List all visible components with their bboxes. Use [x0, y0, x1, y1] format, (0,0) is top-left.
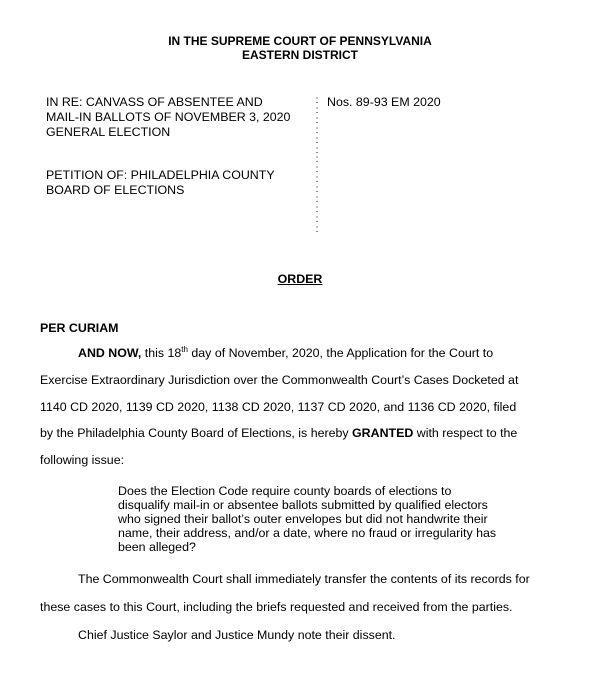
paragraph-1-line-1: AND NOW, this 18th day of November, 2020, the Application for the Court to [78, 344, 494, 360]
order-title: ORDER [277, 272, 323, 286]
caption-line: PETITION OF: PHILADELPHIA COUNTY [46, 168, 275, 182]
caption-line: BOARD OF ELECTIONS [46, 183, 185, 197]
caption-in-re [46, 95, 290, 140]
caption-petition [46, 168, 275, 198]
issue-block-quote: Does the Election Code require county boards of elections to disqualify mail-in or absentee ballots submitted by qualified electors who signed their ballot’s outer envelopes but did not handwrite their name, their address, and/or a date, where no fraud or irregularity has been alleged? [118, 484, 497, 554]
paragraph-1-line-4: by the Philadelphia County Board of Elections, is hereby GRANTED with respect to the [40, 426, 518, 440]
docket-number: Nos. 89-93 EM 2020 [327, 95, 441, 109]
order-title-wrap [0, 272, 600, 286]
paragraph-1-line-3: 1140 CD 2020, 1139 CD 2020, 1138 CD 2020, 1137 CD 2020, and 1136 CD 2020, filed [40, 400, 517, 414]
per-curiam: PER CURIAM [40, 321, 119, 335]
paragraph-2-line-1: The Commonwealth Court shall immediately transfer the contents of its records for [78, 572, 530, 586]
court-district: EASTERN DISTRICT [241, 48, 358, 62]
caption-line: MAIL-IN BALLOTS OF NOVEMBER 3, 2020 [46, 110, 291, 124]
paragraph-1-line-5: following issue: [40, 453, 125, 467]
caption-line: GENERAL ELECTION [46, 125, 171, 139]
dissent-note: Chief Justice Saylor and Justice Mundy note their dissent. [78, 628, 396, 642]
court-name: IN THE SUPREME COURT OF PENNSYLVANIA [168, 34, 432, 48]
paragraph-1-line-2: Exercise Extraordinary Jurisdiction over the Commonwealth Court’s Cases Docketed at [40, 373, 519, 387]
paragraph-2-line-2: these cases to this Court, including the briefs requested and received from the parties. [40, 600, 513, 614]
caption-separator: : : : : : : : : : : : : : : [315, 95, 319, 235]
caption-line: IN RE: CANVASS OF ABSENTEE AND [46, 95, 263, 109]
